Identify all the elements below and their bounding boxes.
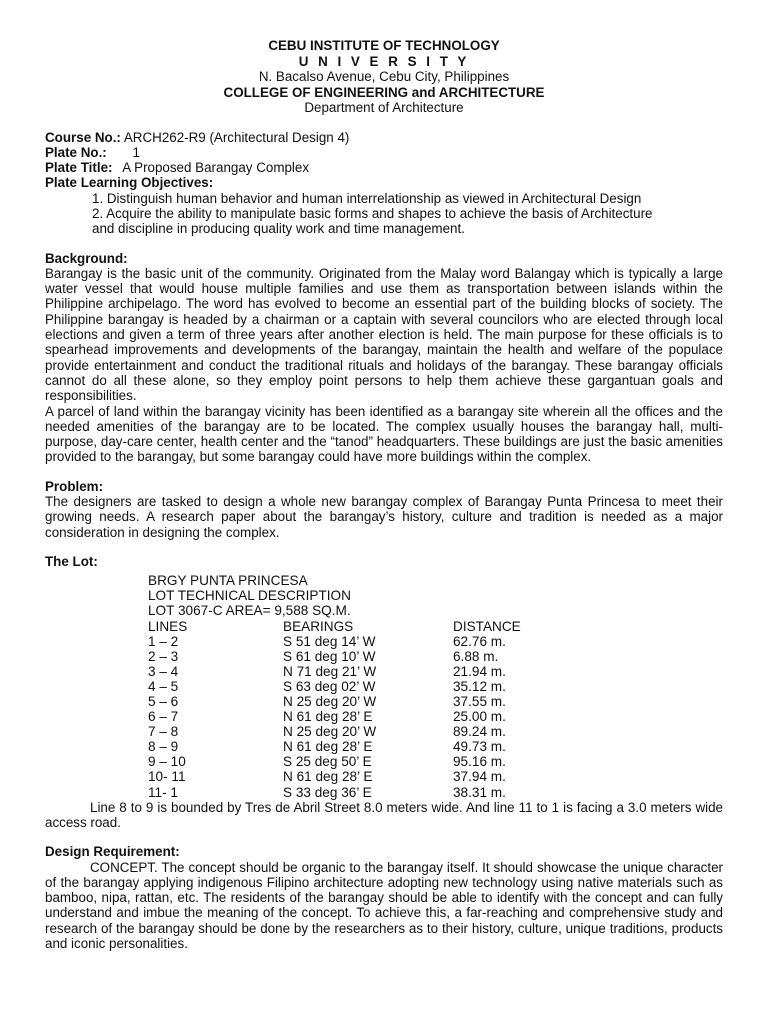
bearing-cell: N 61 deg 28’ E [283, 769, 373, 785]
col-lines: LINES [148, 618, 188, 634]
background-paragraph-2: A parcel of land within the barangay vicinity has been identified as a barangay site wherein all the offices and the needed amenities of the barangay are to be located. The complex usually houses the barangay hall, multi-purpose, day-care center, health center and the “tanod” headquarters. These buildings are just the basic amenities provided to the barangay, but some barangay could have more buildings within the complex. [45, 403, 723, 465]
bearing-cell: N 71 deg 21’ W [283, 663, 377, 679]
plate-no-row [45, 145, 723, 160]
table-row [148, 769, 548, 784]
bearing-cell: S 63 deg 02’ W [283, 678, 376, 694]
design-heading: Design Requirement: [45, 844, 180, 860]
document-page [45, 38, 723, 951]
department-name: Department of Architecture [304, 100, 464, 115]
course-info [45, 130, 723, 237]
table-row [148, 664, 548, 679]
line-cell: 5 – 6 [148, 693, 179, 709]
bearing-cell: N 25 deg 20’ W [283, 693, 377, 709]
line-cell: 4 – 5 [148, 678, 179, 694]
plate-title-value: A Proposed Barangay Complex [122, 160, 310, 176]
table-row [148, 739, 548, 754]
lot-note: Line 8 to 9 is bounded by Tres de Abril Street 8.0 meters wide. And line 11 to 1 is facing a 3.0 meters wide access road. [45, 799, 723, 830]
table-row [148, 694, 548, 709]
plate-no-label: Plate No.: [45, 144, 107, 160]
line-cell: 9 – 10 [148, 754, 186, 770]
bearing-cell: S 33 deg 36’ E [283, 784, 372, 800]
distance-cell: 62.76 m. [453, 633, 506, 649]
lot-heading: The Lot: [45, 553, 98, 569]
distance-cell: 21.94 m. [453, 663, 506, 679]
col-bearings: BEARINGS [283, 618, 354, 634]
lot-title-2: LOT TECHNICAL DESCRIPTION [148, 588, 351, 604]
bearing-cell: N 61 deg 28’ E [283, 709, 373, 725]
table-row [148, 634, 548, 649]
line-cell: 11- 1 [148, 784, 178, 800]
bearing-cell: S 61 deg 10’ W [283, 648, 376, 664]
distance-cell: 38.31 m. [453, 784, 506, 800]
lot-title-1: BRGY PUNTA PRINCESA [148, 573, 308, 589]
table-row [148, 679, 548, 694]
table-row [148, 709, 548, 724]
distance-cell: 6.88 m. [453, 648, 499, 664]
college-name: COLLEGE OF ENGINEERING and ARCHITECTURE [223, 84, 545, 100]
objectives-label: Plate Learning Objectives: [45, 175, 214, 191]
line-cell: 7 – 8 [148, 724, 179, 740]
objective-1: 1. Distinguish human behavior and human interrelationship as viewed in Architectural Design [92, 190, 642, 206]
design-paragraph: CONCEPT. The concept should be organic to the barangay itself. It should showcase the unique character of the barangay applying indigenous Filipino architecture adopting new technology using native materials such as bamboo, nipa, rattan, etc. The residents of the barangay should be able to identify with the concept and can fully understand and imbue the meaning of the concept. To achieve this, a far-reaching and comprehensive study and research of the barangay should be done by the researchers as to their history, culture, unique traditions, products and iconic personalities. [45, 859, 723, 951]
course-no-value: ARCH262-R9 (Architectural Design 4) [123, 129, 350, 145]
bearing-cell: S 25 deg 50’ E [283, 754, 372, 770]
line-cell: 1 – 2 [148, 633, 179, 649]
course-no-label: Course No.: [45, 129, 121, 145]
line-cell: 10- 11 [148, 769, 186, 785]
lot-technical-description [148, 573, 548, 799]
plate-title-label: Plate Title: [45, 160, 113, 176]
objective-2b: and discipline in producing quality work and time management. [92, 221, 465, 237]
line-cell: 2 – 3 [148, 648, 179, 664]
objective-2a: 2. Acquire the ability to manipulate basic forms and shapes to achieve the basis of Architecture [92, 205, 653, 221]
bearing-cell: N 61 deg 28’ E [283, 739, 373, 755]
document-header [45, 38, 723, 116]
problem-heading: Problem: [45, 478, 104, 494]
lot-table-header [148, 619, 548, 634]
col-distance: DISTANCE [453, 618, 521, 634]
distance-cell: 49.73 m. [453, 739, 506, 755]
course-no-row [45, 130, 723, 145]
table-row [148, 649, 548, 664]
problem-section [45, 479, 723, 540]
line-cell: 8 – 9 [148, 739, 179, 755]
institute-university: U N I V E R S I T Y [298, 53, 470, 69]
table-row [148, 724, 548, 739]
institute-name: CEBU INSTITUTE OF TECHNOLOGY [268, 38, 500, 53]
lot-section [45, 554, 723, 830]
plate-no-value: 1 [132, 144, 140, 160]
bearing-cell: S 51 deg 14’ W [283, 633, 376, 649]
problem-paragraph: The designers are tasked to design a whole new barangay complex of Barangay Punta Princesa to meet their growing needs. A research paper about the barangay’s history, culture and tradition is needed as a major consideration in designing the complex. [45, 494, 723, 540]
table-row [148, 785, 548, 800]
distance-cell: 25.00 m. [453, 709, 506, 725]
institute-address: N. Bacalso Avenue, Cebu City, Philippines [258, 69, 510, 84]
distance-cell: 89.24 m. [453, 724, 506, 740]
table-row [148, 754, 548, 769]
distance-cell: 35.12 m. [453, 678, 506, 694]
background-section [45, 251, 723, 465]
design-section [45, 844, 723, 951]
background-heading: Background: [45, 250, 128, 266]
plate-title-row [45, 160, 723, 175]
line-cell: 3 – 4 [148, 663, 179, 679]
distance-cell: 37.94 m. [453, 769, 506, 785]
background-paragraph-1: Barangay is the basic unit of the community. Originated from the Malay word Balangay which is typically a large water vessel that would house multiple families and use them as transportation between islands within the Philippine archipelago. The word has evolved to become an essential part of the building blocks of society. The Philippine barangay is headed by a chairman or a captain with several councilors who are elected through local elections and given a term of three years after another election is held. The main purpose for these officials is to spearhead improvements and developments of the barangay, maintain the health and welfare of the populace provide entertainment and conduct the traditional rituals and holidays of the barangay. These barangay officials cannot do all these alone, so they employ point persons to help them achieve these gargantuan goals and responsibilities. [45, 265, 723, 404]
distance-cell: 95.16 m. [453, 754, 506, 770]
line-cell: 6 – 7 [148, 709, 179, 725]
lot-title-3: LOT 3067-C AREA= 9,588 SQ.M. [148, 603, 351, 619]
distance-cell: 37.55 m. [453, 693, 506, 709]
bearing-cell: N 25 deg 20’ W [283, 724, 377, 740]
